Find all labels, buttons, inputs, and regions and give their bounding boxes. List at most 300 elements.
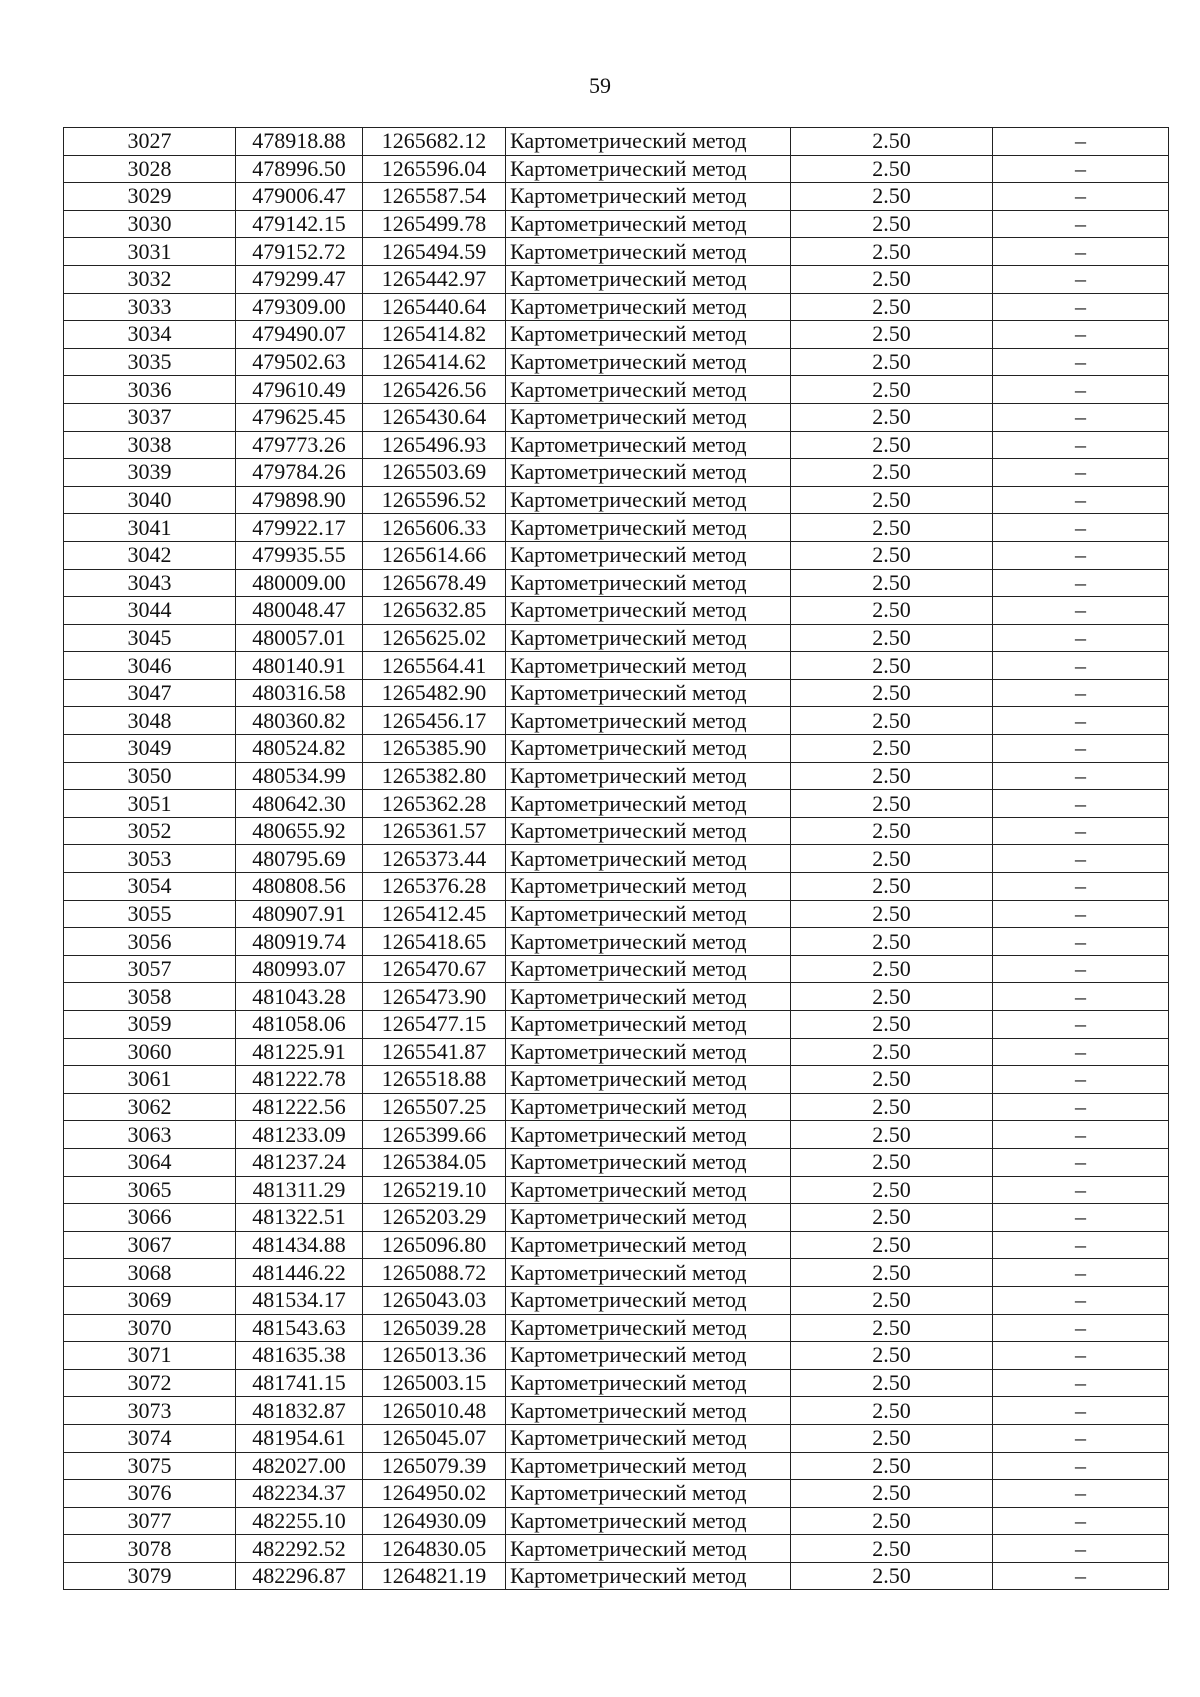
x-coordinate-cell: 481954.61 [236, 1424, 363, 1452]
table-row [64, 1176, 1169, 1204]
point-number-cell: 3033 [64, 293, 236, 321]
description-cell: – [993, 1562, 1169, 1590]
accuracy-cell: 2.50 [791, 900, 993, 928]
description-cell: – [993, 1535, 1169, 1563]
point-number-cell: 3052 [64, 817, 236, 845]
method-cell: Картометрический метод [506, 431, 791, 459]
point-number-cell: 3028 [64, 155, 236, 183]
table-row [64, 817, 1169, 845]
point-number-cell: 3058 [64, 983, 236, 1011]
x-coordinate-cell: 482296.87 [236, 1562, 363, 1590]
point-number-cell: 3035 [64, 348, 236, 376]
description-cell: – [993, 321, 1169, 349]
x-coordinate-cell: 480993.07 [236, 955, 363, 983]
y-coordinate-cell: 1265499.78 [363, 210, 506, 238]
description-cell: – [993, 597, 1169, 625]
accuracy-cell: 2.50 [791, 928, 993, 956]
method-cell: Картометрический метод [506, 348, 791, 376]
accuracy-cell: 2.50 [791, 1369, 993, 1397]
accuracy-cell: 2.50 [791, 1121, 993, 1149]
table-row [64, 983, 1169, 1011]
method-cell: Картометрический метод [506, 403, 791, 431]
x-coordinate-cell: 482255.10 [236, 1507, 363, 1535]
accuracy-cell: 2.50 [791, 1259, 993, 1287]
method-cell: Картометрический метод [506, 1535, 791, 1563]
table-row [64, 155, 1169, 183]
accuracy-cell: 2.50 [791, 845, 993, 873]
y-coordinate-cell: 1265219.10 [363, 1176, 506, 1204]
point-number-cell: 3038 [64, 431, 236, 459]
method-cell: Картометрический метод [506, 1011, 791, 1039]
method-cell: Картометрический метод [506, 459, 791, 487]
x-coordinate-cell: 479922.17 [236, 514, 363, 542]
point-number-cell: 3059 [64, 1011, 236, 1039]
description-cell: – [993, 155, 1169, 183]
y-coordinate-cell: 1265376.28 [363, 873, 506, 901]
description-cell: – [993, 431, 1169, 459]
y-coordinate-cell: 1265596.52 [363, 486, 506, 514]
y-coordinate-cell: 1264930.09 [363, 1507, 506, 1535]
point-number-cell: 3073 [64, 1397, 236, 1425]
description-cell: – [993, 210, 1169, 238]
y-coordinate-cell: 1265564.41 [363, 652, 506, 680]
description-cell: – [993, 128, 1169, 156]
x-coordinate-cell: 481534.17 [236, 1286, 363, 1314]
description-cell: – [993, 845, 1169, 873]
page-number: 59 [589, 73, 611, 98]
x-coordinate-cell: 481058.06 [236, 1011, 363, 1039]
description-cell: – [993, 928, 1169, 956]
accuracy-cell: 2.50 [791, 1507, 993, 1535]
description-cell: – [993, 1286, 1169, 1314]
table-row [64, 459, 1169, 487]
table-row [64, 1093, 1169, 1121]
y-coordinate-cell: 1265096.80 [363, 1231, 506, 1259]
accuracy-cell: 2.50 [791, 1066, 993, 1094]
table-row [64, 486, 1169, 514]
description-cell: – [993, 486, 1169, 514]
accuracy-cell: 2.50 [791, 293, 993, 321]
point-number-cell: 3032 [64, 265, 236, 293]
description-cell: – [993, 569, 1169, 597]
description-cell: – [993, 1231, 1169, 1259]
point-number-cell: 3063 [64, 1121, 236, 1149]
point-number-cell: 3037 [64, 403, 236, 431]
point-number-cell: 3049 [64, 735, 236, 763]
point-number-cell: 3027 [64, 128, 236, 156]
x-coordinate-cell: 481233.09 [236, 1121, 363, 1149]
method-cell: Картометрический метод [506, 624, 791, 652]
description-cell: – [993, 1369, 1169, 1397]
description-cell: – [993, 1093, 1169, 1121]
point-number-cell: 3072 [64, 1369, 236, 1397]
description-cell: – [993, 1397, 1169, 1425]
description-cell: – [993, 1204, 1169, 1232]
accuracy-cell: 2.50 [791, 1038, 993, 1066]
description-cell: – [993, 1066, 1169, 1094]
description-cell: – [993, 1342, 1169, 1370]
accuracy-cell: 2.50 [791, 1342, 993, 1370]
x-coordinate-cell: 480360.82 [236, 707, 363, 735]
y-coordinate-cell: 1265494.59 [363, 238, 506, 266]
method-cell: Картометрический метод [506, 900, 791, 928]
x-coordinate-cell: 480655.92 [236, 817, 363, 845]
accuracy-cell: 2.50 [791, 321, 993, 349]
point-number-cell: 3045 [64, 624, 236, 652]
table-row [64, 873, 1169, 901]
description-cell: – [993, 652, 1169, 680]
table-row [64, 928, 1169, 956]
method-cell: Картометрический метод [506, 1038, 791, 1066]
description-cell: – [993, 1038, 1169, 1066]
x-coordinate-cell: 481543.63 [236, 1314, 363, 1342]
y-coordinate-cell: 1265384.05 [363, 1148, 506, 1176]
x-coordinate-cell: 479152.72 [236, 238, 363, 266]
y-coordinate-cell: 1265606.33 [363, 514, 506, 542]
table-row [64, 1507, 1169, 1535]
accuracy-cell: 2.50 [791, 1452, 993, 1480]
point-number-cell: 3036 [64, 376, 236, 404]
table-row [64, 1286, 1169, 1314]
y-coordinate-cell: 1265482.90 [363, 679, 506, 707]
description-cell: – [993, 1480, 1169, 1508]
table-row [64, 1259, 1169, 1287]
y-coordinate-cell: 1265010.48 [363, 1397, 506, 1425]
description-cell: – [993, 790, 1169, 818]
x-coordinate-cell: 480534.99 [236, 762, 363, 790]
description-cell: – [993, 873, 1169, 901]
accuracy-cell: 2.50 [791, 817, 993, 845]
method-cell: Картометрический метод [506, 735, 791, 763]
x-coordinate-cell: 479610.49 [236, 376, 363, 404]
method-cell: Картометрический метод [506, 1204, 791, 1232]
x-coordinate-cell: 479142.15 [236, 210, 363, 238]
table-row [64, 900, 1169, 928]
table-row [64, 1480, 1169, 1508]
point-number-cell: 3071 [64, 1342, 236, 1370]
table-row [64, 790, 1169, 818]
y-coordinate-cell: 1265414.82 [363, 321, 506, 349]
point-number-cell: 3034 [64, 321, 236, 349]
point-number-cell: 3047 [64, 679, 236, 707]
x-coordinate-cell: 481225.91 [236, 1038, 363, 1066]
y-coordinate-cell: 1265385.90 [363, 735, 506, 763]
method-cell: Картометрический метод [506, 762, 791, 790]
point-number-cell: 3054 [64, 873, 236, 901]
method-cell: Картометрический метод [506, 541, 791, 569]
x-coordinate-cell: 480795.69 [236, 845, 363, 873]
x-coordinate-cell: 481043.28 [236, 983, 363, 1011]
y-coordinate-cell: 1264830.05 [363, 1535, 506, 1563]
method-cell: Картометрический метод [506, 1093, 791, 1121]
y-coordinate-cell: 1265414.62 [363, 348, 506, 376]
y-coordinate-cell: 1265426.56 [363, 376, 506, 404]
point-number-cell: 3056 [64, 928, 236, 956]
y-coordinate-cell: 1265003.15 [363, 1369, 506, 1397]
table-row [64, 431, 1169, 459]
accuracy-cell: 2.50 [791, 1011, 993, 1039]
accuracy-cell: 2.50 [791, 1204, 993, 1232]
method-cell: Картометрический метод [506, 873, 791, 901]
x-coordinate-cell: 480048.47 [236, 597, 363, 625]
x-coordinate-cell: 480919.74 [236, 928, 363, 956]
y-coordinate-cell: 1265682.12 [363, 128, 506, 156]
table-row [64, 1204, 1169, 1232]
accuracy-cell: 2.50 [791, 1562, 993, 1590]
description-cell: – [993, 735, 1169, 763]
accuracy-cell: 2.50 [791, 541, 993, 569]
y-coordinate-cell: 1265503.69 [363, 459, 506, 487]
point-number-cell: 3064 [64, 1148, 236, 1176]
description-cell: – [993, 624, 1169, 652]
table-row [64, 955, 1169, 983]
method-cell: Картометрический метод [506, 790, 791, 818]
accuracy-cell: 2.50 [791, 983, 993, 1011]
y-coordinate-cell: 1264821.19 [363, 1562, 506, 1590]
method-cell: Картометрический метод [506, 376, 791, 404]
accuracy-cell: 2.50 [791, 569, 993, 597]
y-coordinate-cell: 1265470.67 [363, 955, 506, 983]
x-coordinate-cell: 479299.47 [236, 265, 363, 293]
accuracy-cell: 2.50 [791, 1286, 993, 1314]
point-number-cell: 3039 [64, 459, 236, 487]
description-cell: – [993, 1121, 1169, 1149]
table-row [64, 1231, 1169, 1259]
point-number-cell: 3055 [64, 900, 236, 928]
table-row [64, 1342, 1169, 1370]
method-cell: Картометрический метод [506, 1369, 791, 1397]
accuracy-cell: 2.50 [791, 735, 993, 763]
y-coordinate-cell: 1265361.57 [363, 817, 506, 845]
description-cell: – [993, 900, 1169, 928]
x-coordinate-cell: 479006.47 [236, 183, 363, 211]
method-cell: Картометрический метод [506, 1066, 791, 1094]
x-coordinate-cell: 481322.51 [236, 1204, 363, 1232]
method-cell: Картометрический метод [506, 514, 791, 542]
description-cell: – [993, 762, 1169, 790]
point-number-cell: 3029 [64, 183, 236, 211]
table-row [64, 541, 1169, 569]
coordinates-table [63, 127, 1169, 1590]
x-coordinate-cell: 479309.00 [236, 293, 363, 321]
table-row [64, 376, 1169, 404]
method-cell: Картометрический метод [506, 707, 791, 735]
x-coordinate-cell: 481446.22 [236, 1259, 363, 1287]
description-cell: – [993, 265, 1169, 293]
method-cell: Картометрический метод [506, 1480, 791, 1508]
accuracy-cell: 2.50 [791, 238, 993, 266]
point-number-cell: 3060 [64, 1038, 236, 1066]
y-coordinate-cell: 1265496.93 [363, 431, 506, 459]
point-number-cell: 3062 [64, 1093, 236, 1121]
point-number-cell: 3065 [64, 1176, 236, 1204]
table-row [64, 735, 1169, 763]
y-coordinate-cell: 1265456.17 [363, 707, 506, 735]
table-row [64, 514, 1169, 542]
y-coordinate-cell: 1265541.87 [363, 1038, 506, 1066]
description-cell: – [993, 1424, 1169, 1452]
accuracy-cell: 2.50 [791, 1176, 993, 1204]
accuracy-cell: 2.50 [791, 265, 993, 293]
accuracy-cell: 2.50 [791, 403, 993, 431]
point-number-cell: 3048 [64, 707, 236, 735]
table-row [64, 1397, 1169, 1425]
y-coordinate-cell: 1265587.54 [363, 183, 506, 211]
description-cell: – [993, 1011, 1169, 1039]
description-cell: – [993, 955, 1169, 983]
x-coordinate-cell: 480057.01 [236, 624, 363, 652]
accuracy-cell: 2.50 [791, 486, 993, 514]
method-cell: Картометрический метод [506, 1286, 791, 1314]
x-coordinate-cell: 481237.24 [236, 1148, 363, 1176]
table-row [64, 707, 1169, 735]
x-coordinate-cell: 480316.58 [236, 679, 363, 707]
y-coordinate-cell: 1265442.97 [363, 265, 506, 293]
description-cell: – [993, 348, 1169, 376]
point-number-cell: 3078 [64, 1535, 236, 1563]
table-row [64, 1038, 1169, 1066]
x-coordinate-cell: 481222.78 [236, 1066, 363, 1094]
y-coordinate-cell: 1265373.44 [363, 845, 506, 873]
description-cell: – [993, 1148, 1169, 1176]
x-coordinate-cell: 479898.90 [236, 486, 363, 514]
accuracy-cell: 2.50 [791, 1148, 993, 1176]
accuracy-cell: 2.50 [791, 514, 993, 542]
table-row [64, 1452, 1169, 1480]
accuracy-cell: 2.50 [791, 431, 993, 459]
table-row [64, 1148, 1169, 1176]
table-row [64, 293, 1169, 321]
method-cell: Картометрический метод [506, 983, 791, 1011]
table-row [64, 321, 1169, 349]
accuracy-cell: 2.50 [791, 1093, 993, 1121]
x-coordinate-cell: 479773.26 [236, 431, 363, 459]
point-number-cell: 3053 [64, 845, 236, 873]
point-number-cell: 3051 [64, 790, 236, 818]
accuracy-cell: 2.50 [791, 348, 993, 376]
x-coordinate-cell: 480009.00 [236, 569, 363, 597]
table-row [64, 128, 1169, 156]
x-coordinate-cell: 480907.91 [236, 900, 363, 928]
description-cell: – [993, 1314, 1169, 1342]
method-cell: Картометрический метод [506, 845, 791, 873]
method-cell: Картометрический метод [506, 1314, 791, 1342]
table-row [64, 1314, 1169, 1342]
method-cell: Картометрический метод [506, 155, 791, 183]
point-number-cell: 3075 [64, 1452, 236, 1480]
point-number-cell: 3070 [64, 1314, 236, 1342]
description-cell: – [993, 1259, 1169, 1287]
point-number-cell: 3044 [64, 597, 236, 625]
y-coordinate-cell: 1265440.64 [363, 293, 506, 321]
method-cell: Картометрический метод [506, 652, 791, 680]
y-coordinate-cell: 1265473.90 [363, 983, 506, 1011]
point-number-cell: 3068 [64, 1259, 236, 1287]
x-coordinate-cell: 480642.30 [236, 790, 363, 818]
method-cell: Картометрический метод [506, 1148, 791, 1176]
description-cell: – [993, 183, 1169, 211]
method-cell: Картометрический метод [506, 679, 791, 707]
y-coordinate-cell: 1265412.45 [363, 900, 506, 928]
table-row [64, 1121, 1169, 1149]
method-cell: Картометрический метод [506, 817, 791, 845]
description-cell: – [993, 707, 1169, 735]
point-number-cell: 3077 [64, 1507, 236, 1535]
accuracy-cell: 2.50 [791, 955, 993, 983]
point-number-cell: 3042 [64, 541, 236, 569]
x-coordinate-cell: 481222.56 [236, 1093, 363, 1121]
y-coordinate-cell: 1265614.66 [363, 541, 506, 569]
y-coordinate-cell: 1265632.85 [363, 597, 506, 625]
accuracy-cell: 2.50 [791, 1480, 993, 1508]
y-coordinate-cell: 1265418.65 [363, 928, 506, 956]
table-row [64, 1535, 1169, 1563]
x-coordinate-cell: 481741.15 [236, 1369, 363, 1397]
method-cell: Картометрический метод [506, 1397, 791, 1425]
x-coordinate-cell: 478918.88 [236, 128, 363, 156]
x-coordinate-cell: 482027.00 [236, 1452, 363, 1480]
accuracy-cell: 2.50 [791, 1535, 993, 1563]
y-coordinate-cell: 1265596.04 [363, 155, 506, 183]
y-coordinate-cell: 1265399.66 [363, 1121, 506, 1149]
table-row [64, 1424, 1169, 1452]
y-coordinate-cell: 1265088.72 [363, 1259, 506, 1287]
accuracy-cell: 2.50 [791, 1397, 993, 1425]
x-coordinate-cell: 480524.82 [236, 735, 363, 763]
method-cell: Картометрический метод [506, 1121, 791, 1149]
accuracy-cell: 2.50 [791, 873, 993, 901]
description-cell: – [993, 1507, 1169, 1535]
method-cell: Картометрический метод [506, 597, 791, 625]
x-coordinate-cell: 481311.29 [236, 1176, 363, 1204]
y-coordinate-cell: 1265382.80 [363, 762, 506, 790]
description-cell: – [993, 459, 1169, 487]
description-cell: – [993, 238, 1169, 266]
table-row [64, 1066, 1169, 1094]
x-coordinate-cell: 479502.63 [236, 348, 363, 376]
method-cell: Картометрический метод [506, 321, 791, 349]
y-coordinate-cell: 1265045.07 [363, 1424, 506, 1452]
point-number-cell: 3067 [64, 1231, 236, 1259]
x-coordinate-cell: 479935.55 [236, 541, 363, 569]
accuracy-cell: 2.50 [791, 128, 993, 156]
accuracy-cell: 2.50 [791, 459, 993, 487]
method-cell: Картометрический метод [506, 928, 791, 956]
accuracy-cell: 2.50 [791, 652, 993, 680]
method-cell: Картометрический метод [506, 1452, 791, 1480]
y-coordinate-cell: 1265518.88 [363, 1066, 506, 1094]
point-number-cell: 3040 [64, 486, 236, 514]
y-coordinate-cell: 1265079.39 [363, 1452, 506, 1480]
x-coordinate-cell: 481635.38 [236, 1342, 363, 1370]
accuracy-cell: 2.50 [791, 183, 993, 211]
table-row [64, 679, 1169, 707]
accuracy-cell: 2.50 [791, 376, 993, 404]
y-coordinate-cell: 1265477.15 [363, 1011, 506, 1039]
description-cell: – [993, 514, 1169, 542]
method-cell: Картометрический метод [506, 1259, 791, 1287]
table-row [64, 624, 1169, 652]
description-cell: – [993, 541, 1169, 569]
point-number-cell: 3046 [64, 652, 236, 680]
method-cell: Картометрический метод [506, 265, 791, 293]
method-cell: Картометрический метод [506, 128, 791, 156]
x-coordinate-cell: 481832.87 [236, 1397, 363, 1425]
accuracy-cell: 2.50 [791, 210, 993, 238]
x-coordinate-cell: 482292.52 [236, 1535, 363, 1563]
y-coordinate-cell: 1265039.28 [363, 1314, 506, 1342]
method-cell: Картометрический метод [506, 1176, 791, 1204]
